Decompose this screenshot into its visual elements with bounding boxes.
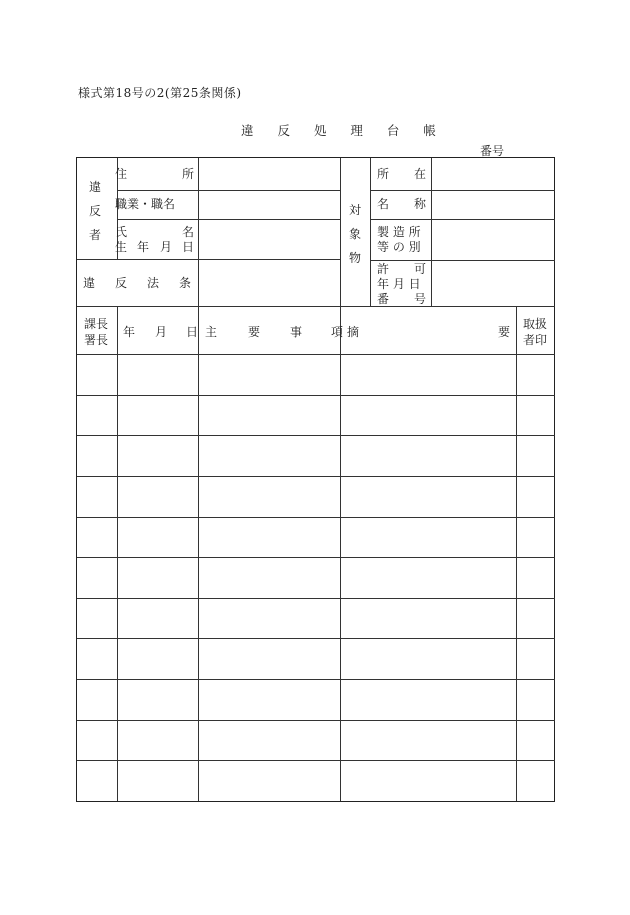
permit-label-2: 年 月 日 <box>377 277 421 291</box>
chief-label-2: 署長 <box>84 333 109 347</box>
log-row-line <box>77 557 555 558</box>
chief-label-1: 課長 <box>84 317 109 331</box>
number-label: 番号 <box>480 144 505 158</box>
log-row-line <box>77 395 555 396</box>
log-row-line <box>77 679 555 680</box>
document-title: 違 反 処 理 台 帳 <box>241 123 446 138</box>
log-row-line <box>77 517 555 518</box>
log-row-line <box>77 435 555 436</box>
log-row-line <box>77 760 555 761</box>
factory-type-label-1: 製 造 所 <box>377 225 421 239</box>
log-row-line <box>77 598 555 599</box>
summary-header-left: 摘 <box>347 325 360 339</box>
violator-group-label: 違 反 者 <box>88 180 101 242</box>
log-row-line <box>77 476 555 477</box>
handler-label-2: 者印 <box>523 333 548 347</box>
register-table: 違 反 者 住 所 職業・職名 氏 名 生 年 月 日 違 反 法 条 対 象 物 所 在 名 称 製 造 所 等 の 別 許 可 年 月 日 番 号 課長 署長 年 月 日 主 要 事 項 摘 要 取扱 者印 <box>76 157 555 802</box>
factory-type-label-2: 等 の 別 <box>377 240 421 254</box>
handler-label-1: 取扱 <box>523 317 548 331</box>
log-row-line <box>77 720 555 721</box>
target-group-label: 対 象 物 <box>348 203 361 265</box>
log-row-line <box>77 638 555 639</box>
occupation-label: 職業・職名 <box>115 197 176 211</box>
form-reference: 様式第18号の2(第25条関係) <box>78 86 242 100</box>
summary-header-right: 要 <box>498 325 511 339</box>
